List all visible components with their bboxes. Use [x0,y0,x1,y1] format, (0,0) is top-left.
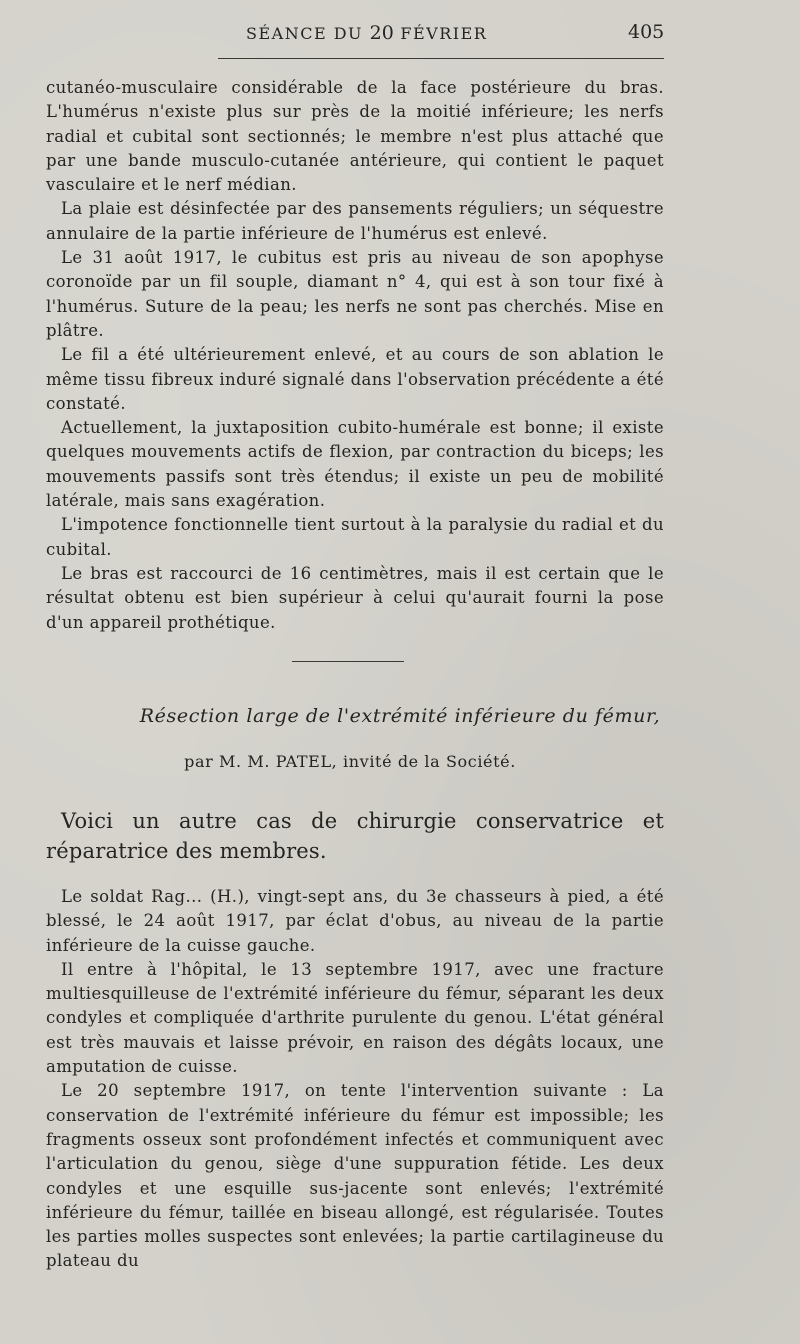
running-header [0,22,800,46]
paragraph: Le 20 septembre 1917, on tente l'intervention suivante : La conservation de l'extrémité inférieure du fémur est impossible; les fragments osseux sont profondément infectés et communiquent avec l'articulation du genou, siège d'une suppuration fétide. Les deux condyles et une esquille sus-jacente sont enlevés; l'extrémité inférieure du fémur, taillée en biseau allongé, est régularisée. Toutes les parties molles suspectes sont enlevées; la partie cartilagineuse du plateau du [46,1081,664,1271]
section-title: Résection large de l'extrémité inférieure du fémur, [139,705,661,727]
section-author: par M. M. PATEL, invité de la Société. [184,752,516,771]
running-title-part2: FÉVRIER [393,24,488,43]
lead-text: Voici un autre cas de chirurgie conservatrice et réparatrice des membres. [46,809,664,863]
paragraph: La plaie est désinfectée par des pansements réguliers; un séquestre annulaire de la partie inférieure de l'humérus est enlevé. [46,199,664,243]
paragraph: Le fil a été ultérieurement enlevé, et au cours de son ablation le même tissu fibreux induré signalé dans l'observation précédente a été constaté. [46,345,664,413]
running-title-number: 20 [369,22,394,44]
paragraph: L'impotence fonctionnelle tient surtout à la paralysie du radial et du cubital. [46,515,664,559]
page-number: 405 [628,21,665,43]
paragraph: Il entre à l'hôpital, le 13 septembre 1917, avec une fracture multiesquilleuse de l'extrémité inférieure du fémur, séparant les deux condyles et compliquée d'arthrite purulente du genou. L'état général est très mauvais et laisse prévoir, en raison des dégâts locaux, une amputation de cuisse. [46,959,664,1077]
paragraph: Le soldat Rag... (H.), vingt-sept ans, du 3e chasseurs à pied, a été blessé, le 24 août 1917, par éclat d'obus, au niveau de la partie inférieure de la cuisse gauche. [46,887,664,955]
body-text-top [46,76,664,635]
lead-paragraph [46,806,664,866]
header-rule [218,58,664,59]
paragraph: cutanéo-musculaire considérable de la face postérieure du bras. L'humérus n'existe plus sur près de la moitié inférieure; les nerfs radial et cubital sont sectionnés; le membre n'est plus attaché que par une bande musculo-cutanée antérieure, qui contient le paquet vasculaire et le nerf médian. [46,78,664,195]
paragraph: Le bras est raccourci de 16 centimètres, mais il est certain que le résultat obtenu est bien supérieur à celui qu'aurait fourni la pose d'un appareil prothétique. [46,563,664,632]
paragraph: Actuellement, la juxtaposition cubito-humérale est bonne; il existe quelques mouvements actifs de flexion, par contraction du biceps; les mouvements passifs sont très étendus; il existe un peu de mobilité latérale, mais sans exagération. [46,418,664,511]
body-text-bottom [46,885,664,1274]
running-title [246,22,487,44]
paragraph: Le 31 août 1917, le cubitus est pris au niveau de son apophyse coronoïde par un fil souple, diamant n° 4, qui est à son tour fixé à l'humérus. Suture de la peau; les nerfs ne sont pas cherchés. Mise en plâtre. [46,248,664,340]
running-title-part1: SÉANCE DU [246,24,370,43]
section-divider [292,661,404,662]
